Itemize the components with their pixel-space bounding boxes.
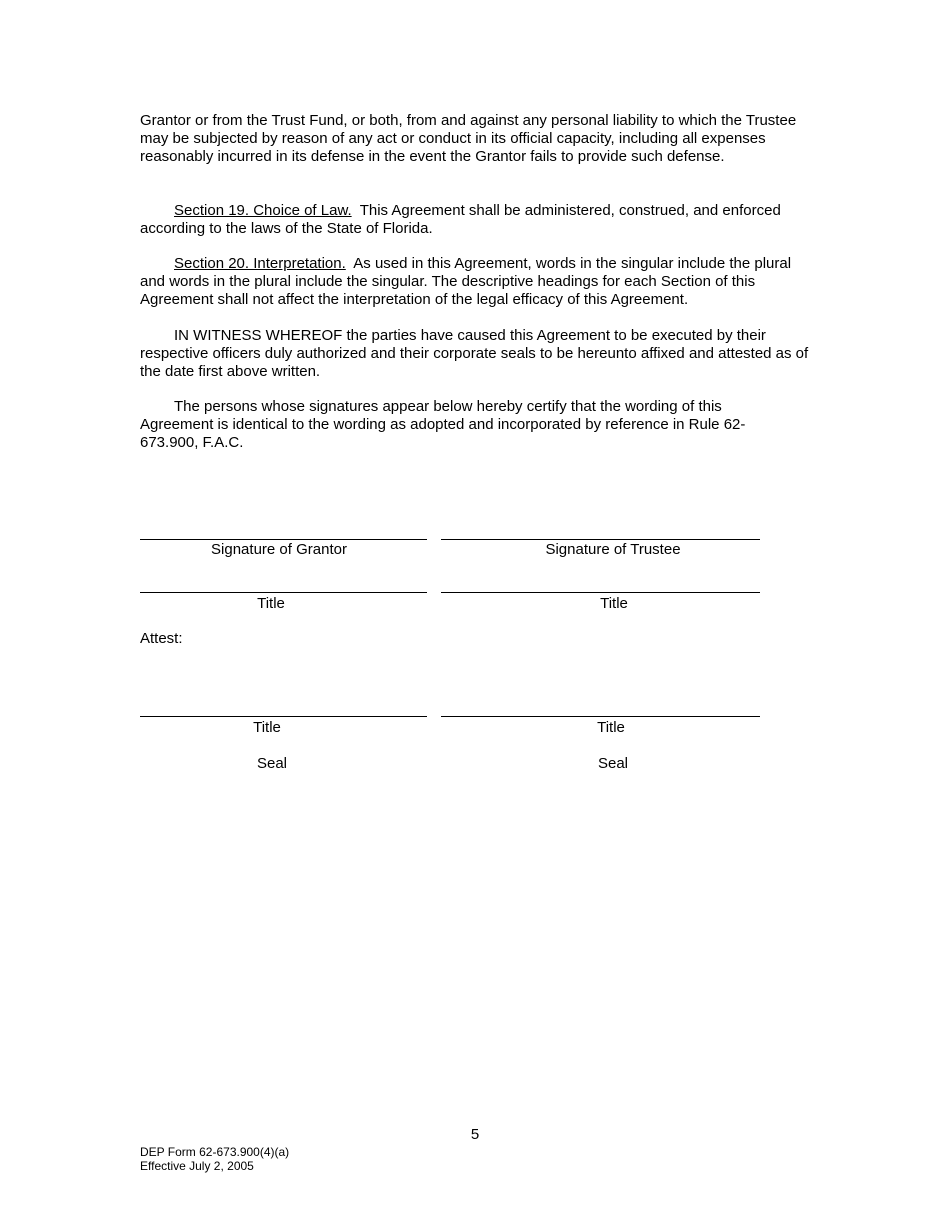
seal-left-label: Seal — [256, 755, 288, 772]
paragraph-certify — [140, 398, 780, 452]
grantor-title-label: Title — [257, 595, 285, 612]
trustee-signature-label: Signature of Trustee — [545, 541, 681, 558]
grantor-signature-label: Signature of Grantor — [211, 541, 347, 558]
attest-left-title-label: Title — [253, 719, 281, 736]
attest-left-line[interactable] — [140, 716, 427, 717]
footer-effective-date: Effective July 2, 2005 — [140, 1159, 254, 1173]
trustee-title-line[interactable] — [441, 592, 760, 593]
trustee-signature-line[interactable] — [441, 539, 760, 540]
page-number: 5 — [470, 1126, 480, 1143]
attest-right-title-label: Title — [597, 719, 625, 736]
section-20-text: As used in this Agreement, words in the singular include the plural and words in the plural include the singular. The descriptive headings for each Section of this Agreement shall not affect the interpretation of the legal efficacy of this Agreement. — [140, 255, 792, 308]
attest-label: Attest: — [140, 630, 183, 647]
footer-form-id: DEP Form 62-673.900(4)(a) — [140, 1145, 290, 1159]
grantor-signature-line[interactable] — [140, 539, 427, 540]
paragraph-section-19 — [140, 202, 810, 238]
section-19-text: This Agreement shall be administered, construed, and enforced according to the laws of the State of Florida. — [140, 202, 781, 237]
witness-text: IN WITNESS WHEREOF the parties have caused this Agreement to be executed by their respective officers duly authorized and their corporate seals to be hereunto affixed and attested as of the date first above written. — [140, 327, 809, 380]
footer — [140, 1145, 289, 1173]
paragraph-section-20 — [140, 255, 810, 309]
seal-right-label: Seal — [597, 755, 629, 772]
trustee-title-label: Title — [600, 595, 628, 612]
paragraph-witness — [140, 327, 810, 381]
section-19-heading: Section 19. Choice of Law. — [174, 202, 352, 219]
grantor-title-line[interactable] — [140, 592, 427, 593]
certify-text: The persons whose signatures appear below hereby certify that the wording of this Agreement is identical to the wording as adopted and incorporated by reference in Rule 62-673.900, F.A.C. — [140, 398, 746, 451]
paragraph-indemnity: Grantor or from the Trust Fund, or both, from and against any personal liability to which the Trustee may be subjected by reason of any act or conduct in its official capacity, including all expenses reasonably incurred in its defense in the event the Grantor fails to provide such defense. — [140, 112, 797, 165]
attest-right-line[interactable] — [441, 716, 760, 717]
section-20-heading: Section 20. Interpretation. — [174, 255, 346, 272]
